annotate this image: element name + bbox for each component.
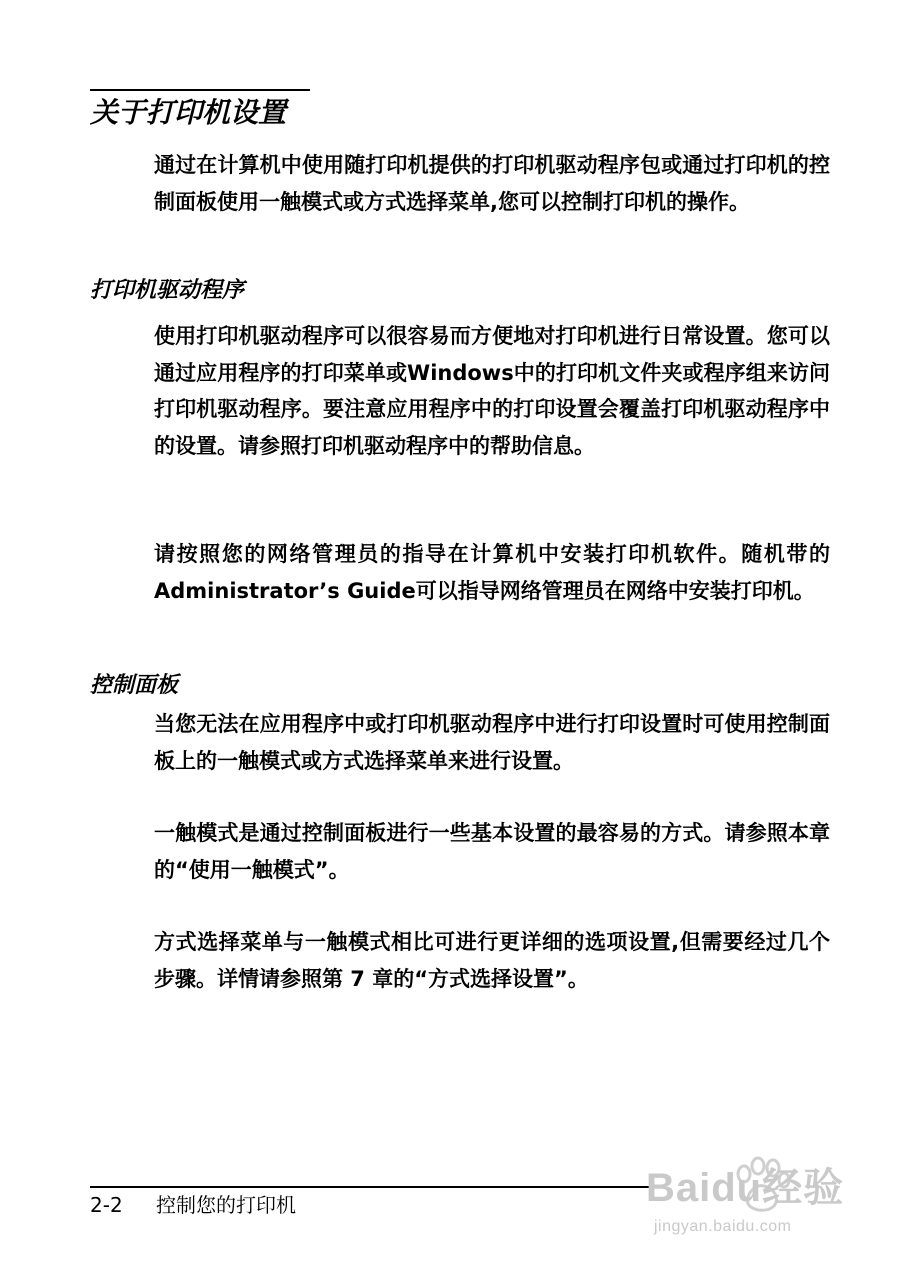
footer-page-number: 2-2 (90, 1193, 123, 1217)
title-rule (90, 89, 310, 91)
control-panel-paragraph-2: 一触模式是通过控制面板进行一些基本设置的最容易的方式。请参照本章的“使用一触模式”。 (154, 821, 830, 882)
baidu-watermark (646, 1150, 906, 1260)
printer-driver-paragraph-2: 请按照您的网络管理员的指导在计算机中安装打印机软件。随机带的Administrator’s Guide可以指导网络管理员在网络中安装打印机。 (154, 542, 830, 603)
watermark-logo-text: Baidu经验 (646, 1166, 845, 1210)
control-panel-paragraph-1: 当您无法在应用程序中或打印机驱动程序中进行打印设置时可使用控制面板上的一触模式或方式选择菜单来进行设置。 (154, 712, 830, 773)
control-panel-paragraph-3: 方式选择菜单与一触模式相比可进行更详细的选项设置,但需要经过几个步骤。详情请参照第 7 章的“方式选择设置”。 (154, 930, 830, 991)
footer-rule (90, 1186, 650, 1188)
printer-driver-paragraph-1: 使用打印机驱动程序可以很容易而方便地对打印机进行日常设置。您可以通过应用程序的打印菜单或Windows中的打印机文件夹或程序组来访问打印机驱动程序。要注意应用程序中的打印设置会覆盖打印机驱动程序中的设置。请参照打印机驱动程序中的帮助信息。 (154, 324, 830, 458)
watermark-url: jingyan.baidu.com (654, 1218, 792, 1235)
page-title: 关于打印机设置 (90, 96, 287, 129)
intro-paragraph: 通过在计算机中使用随打印机提供的打印机驱动程序包或通过打印机的控制面板使用一触模式或方式选择菜单,您可以控制打印机的操作。 (154, 153, 830, 214)
footer-chapter-title: 控制您的打印机 (156, 1193, 296, 1217)
printer-driver-heading: 打印机驱动程序 (90, 278, 245, 303)
control-panel-heading: 控制面板 (90, 673, 179, 698)
